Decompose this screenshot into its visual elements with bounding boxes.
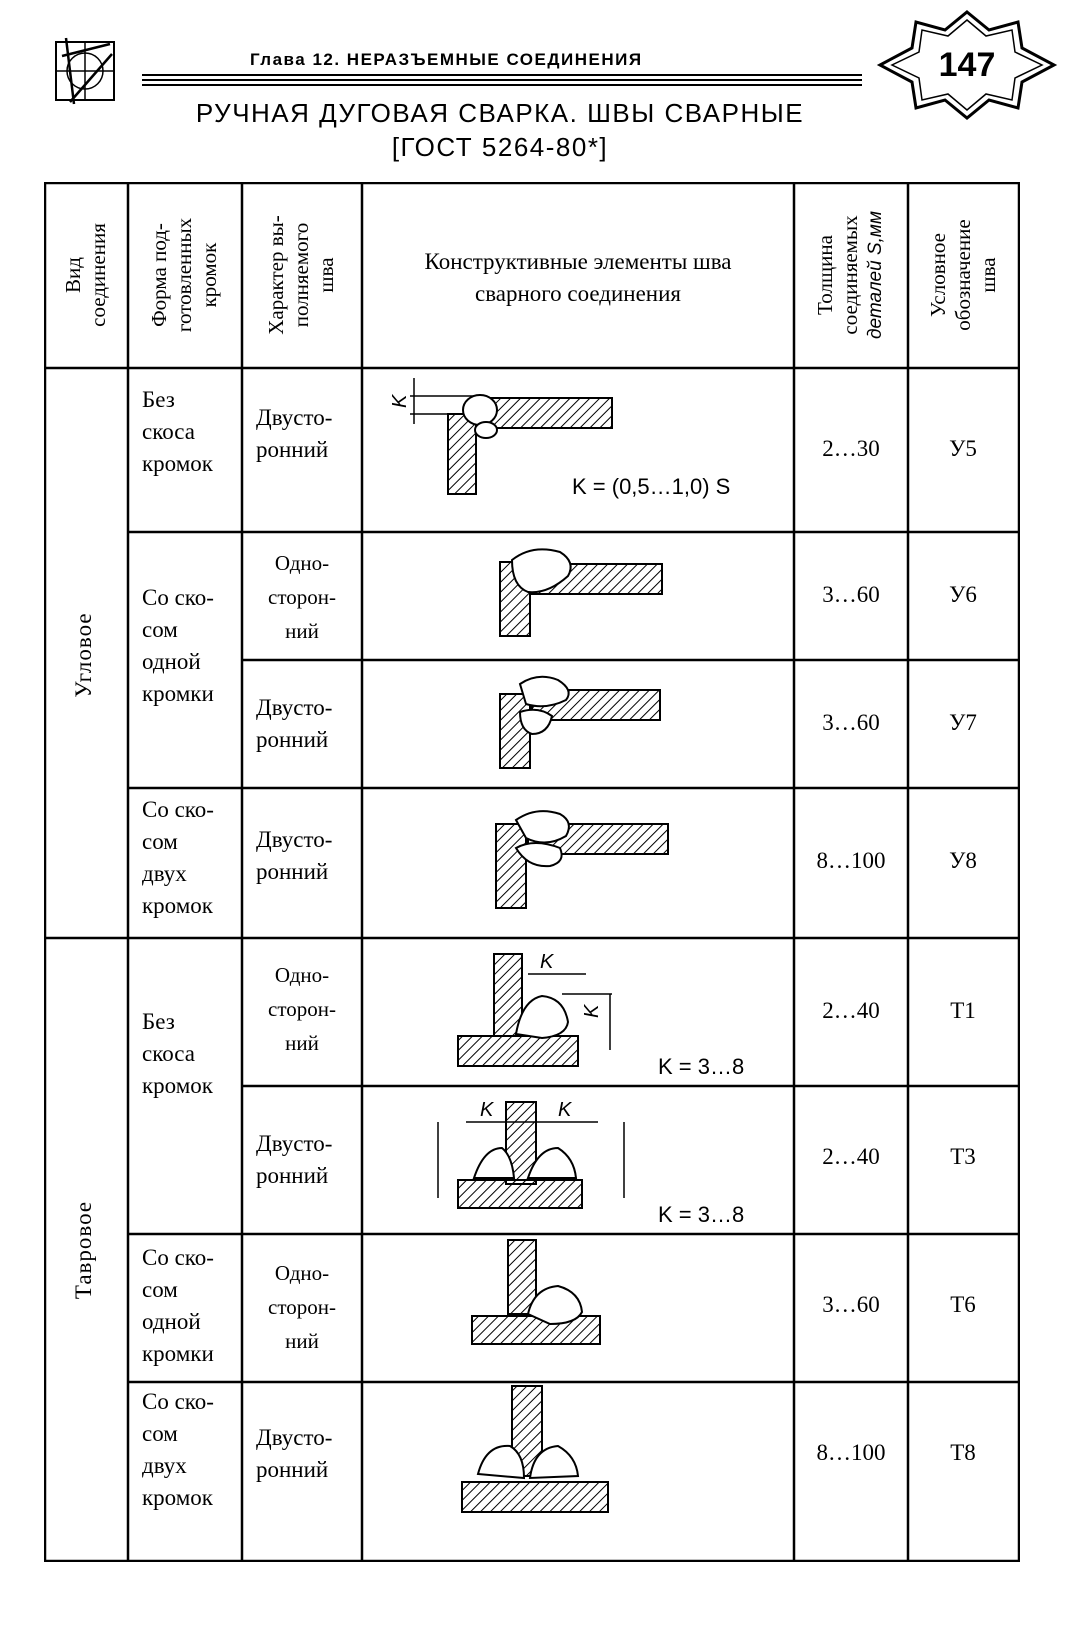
dim-label: K — [540, 951, 554, 973]
seam-nature-cell: Одно- сторон- ний — [268, 963, 336, 1055]
dim-label: K — [389, 394, 411, 408]
edge-form-cell: Со ско- сом двух кромок — [142, 797, 214, 918]
col-header-seam-nature: Характер вы- полняемого шва — [264, 215, 338, 335]
edge-form-cell: Со ско- сом одной кромки — [142, 1245, 214, 1366]
formula-t1: K = 3…8 — [658, 1054, 745, 1079]
diagram-u5 — [362, 368, 794, 532]
title-line-2: [ГОСТ 5264-80*] — [391, 132, 609, 162]
edge-form-cell: Без скоса кромок — [142, 1009, 213, 1098]
thickness-value: 2…40 — [822, 998, 880, 1023]
designation-code: Т3 — [950, 1144, 976, 1169]
page-title — [150, 96, 850, 164]
thickness-value: 8…100 — [816, 1440, 886, 1465]
seam-nature-cell: Двусто- ронний — [256, 1425, 333, 1482]
designation-code: Т1 — [950, 998, 976, 1023]
formula-u5: K = (0,5…1,0) S — [572, 474, 731, 499]
edge-form-cell: Со ско- сом двух кромок — [142, 1389, 214, 1510]
diagram-u7 — [362, 660, 794, 788]
page-number-badge — [872, 10, 1062, 120]
seam-nature-cell: Двусто- ронний — [256, 695, 333, 752]
designation-code: У6 — [949, 582, 977, 607]
diagram-t3 — [362, 1086, 794, 1234]
seam-nature-cell: Двусто- ронний — [256, 827, 333, 884]
seam-nature-cell: Двусто- ронний — [256, 1131, 333, 1188]
designation-code: Т8 — [950, 1440, 976, 1465]
col-header-thickness: Толщина соединяемых деталей S,мм — [813, 211, 886, 339]
weld-seam-table — [44, 182, 1020, 1562]
diagram-t1 — [362, 938, 794, 1086]
chapter-heading: Глава 12. НЕРАЗЪЕМНЫЕ СОЕДИНЕНИЯ — [250, 50, 643, 69]
thickness-value: 3…60 — [822, 710, 880, 735]
col-header-designation: Условное обозначение шва — [926, 219, 1000, 331]
header-rule — [142, 79, 862, 81]
page-number: 147 — [938, 46, 996, 84]
edge-form-cell: Без скоса кромок — [142, 387, 213, 476]
col-header-edge-form: Форма под- готовленных кромок — [147, 217, 221, 333]
diagram-u8 — [362, 788, 794, 938]
thickness-value: 3…60 — [822, 582, 880, 607]
designation-code: У7 — [949, 710, 977, 735]
thickness-value: 2…40 — [822, 1144, 880, 1169]
formula-t3: K = 3…8 — [658, 1202, 745, 1227]
header-rule — [142, 74, 862, 76]
seam-nature-cell: Двусто- ронний — [256, 405, 333, 462]
designation-code: Т6 — [950, 1292, 976, 1317]
diagram-u6 — [362, 532, 794, 660]
chapter-logo-icon — [52, 36, 118, 106]
designation-code: У5 — [949, 436, 977, 461]
thickness-value: 2…30 — [822, 436, 880, 461]
col-header-joint-type: Вид соединения — [61, 223, 110, 327]
diagram-t6 — [362, 1234, 794, 1382]
edge-form-cell: Со ско- сом одной кромки — [142, 585, 214, 706]
title-line-1: РУЧНАЯ ДУГОВАЯ СВАРКА. ШВЫ СВАРНЫЕ — [195, 98, 805, 128]
seam-nature-cell: Одно- сторон- ний — [268, 1261, 336, 1353]
col-header-elements: Конструктивные элементы шва сварного соединения — [424, 249, 732, 306]
dim-label: K — [581, 1004, 603, 1018]
thickness-value: 3…60 — [822, 1292, 880, 1317]
header-rule — [142, 84, 862, 86]
thickness-value: 8…100 — [816, 848, 886, 873]
dim-label: K — [558, 1099, 572, 1121]
diagram-t8 — [362, 1382, 794, 1562]
designation-code: У8 — [949, 848, 977, 873]
dim-label: K — [480, 1099, 494, 1121]
group-label-tee: Тавровое — [71, 1200, 96, 1300]
group-label-corner: Угловое — [71, 612, 96, 698]
seam-nature-cell: Одно- сторон- ний — [268, 551, 336, 643]
